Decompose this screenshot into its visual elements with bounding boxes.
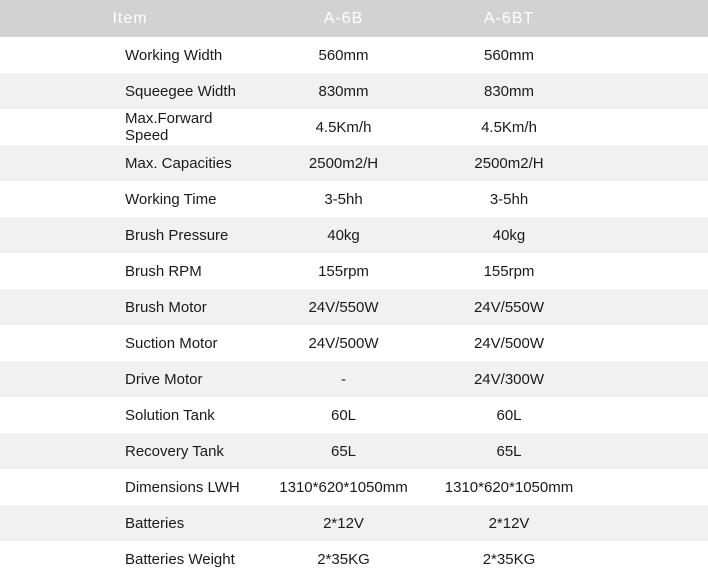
table-row bbox=[0, 325, 708, 361]
table-body bbox=[0, 37, 708, 576]
row-item: Suction Motor bbox=[125, 334, 218, 352]
row-a6b: 830mm bbox=[318, 82, 369, 100]
row-a6bt: 2*12V bbox=[488, 514, 530, 532]
row-a6b: 4.5Km/h bbox=[315, 118, 372, 136]
table-row bbox=[0, 469, 708, 505]
table-row bbox=[0, 217, 708, 253]
row-a6b: - bbox=[341, 370, 346, 388]
row-item: Max. Capacities bbox=[125, 154, 232, 172]
row-a6b: 60L bbox=[330, 406, 357, 424]
row-a6bt: 2*35KG bbox=[482, 550, 536, 568]
row-a6bt: 3-5hh bbox=[489, 190, 529, 208]
table-row bbox=[0, 361, 708, 397]
row-item: Brush Pressure bbox=[125, 226, 229, 244]
row-a6b: 2*35KG bbox=[317, 550, 370, 568]
table-row bbox=[0, 433, 708, 469]
table-row bbox=[0, 109, 708, 145]
table-row bbox=[0, 505, 708, 541]
table-row bbox=[0, 181, 708, 217]
row-a6bt: 560mm bbox=[483, 46, 535, 64]
row-item: Max.Forward Speed bbox=[125, 110, 213, 144]
row-a6bt: 830mm bbox=[483, 82, 535, 100]
row-item: Brush Motor bbox=[125, 298, 207, 316]
row-item: Batteries Weight bbox=[125, 550, 235, 568]
row-item: Working Width bbox=[125, 46, 223, 64]
table-row bbox=[0, 289, 708, 325]
table-row bbox=[0, 397, 708, 433]
row-item: Recovery Tank bbox=[125, 442, 224, 460]
row-a6b: 1310*620*1050mm bbox=[279, 478, 408, 496]
row-a6bt: 1310*620*1050mm bbox=[444, 478, 574, 496]
row-a6b: 2*12V bbox=[323, 514, 364, 532]
row-a6b: 3-5hh bbox=[324, 190, 363, 208]
row-a6bt: 155rpm bbox=[483, 262, 535, 280]
header-item: Item bbox=[112, 9, 148, 27]
row-item: Dimensions LWH bbox=[125, 478, 240, 496]
table-row bbox=[0, 541, 708, 576]
row-item: Batteries bbox=[125, 514, 185, 532]
row-a6b: 65L bbox=[330, 442, 357, 460]
row-a6bt: 24V/500W bbox=[473, 334, 545, 352]
row-a6b: 155rpm bbox=[318, 262, 369, 280]
header-a6b: A-6B bbox=[323, 9, 364, 27]
table-row bbox=[0, 253, 708, 289]
row-a6bt: 2500m2/H bbox=[474, 154, 544, 172]
row-a6bt: 65L bbox=[496, 442, 522, 460]
row-a6bt: 60L bbox=[496, 406, 522, 424]
row-a6bt: 40kg bbox=[492, 226, 526, 244]
row-item: Working Time bbox=[125, 190, 217, 208]
row-a6b: 40kg bbox=[327, 226, 360, 244]
row-a6b: 560mm bbox=[318, 46, 369, 64]
table-row bbox=[0, 73, 708, 109]
table-header bbox=[0, 0, 708, 37]
row-a6bt: 24V/550W bbox=[473, 298, 545, 316]
table-row bbox=[0, 145, 708, 181]
header-a6bt: A-6BT bbox=[483, 9, 535, 27]
row-item: Squeegee Width bbox=[125, 82, 236, 100]
row-a6b: 24V/550W bbox=[308, 298, 379, 316]
row-a6b: 2500m2/H bbox=[308, 154, 379, 172]
table-row bbox=[0, 37, 708, 73]
row-item: Brush RPM bbox=[125, 262, 202, 280]
row-a6b: 24V/500W bbox=[308, 334, 379, 352]
row-a6bt: 24V/300W bbox=[473, 370, 545, 388]
row-item: Solution Tank bbox=[125, 406, 215, 424]
row-item: Drive Motor bbox=[125, 370, 203, 388]
row-a6bt: 4.5Km/h bbox=[481, 118, 537, 136]
